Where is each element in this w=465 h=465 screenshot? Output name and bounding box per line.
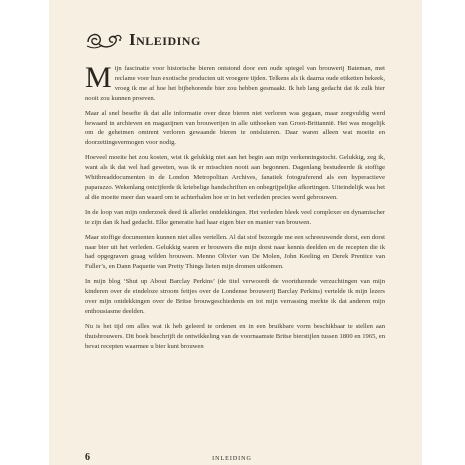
page-footer: [85, 452, 386, 463]
paragraph: Nu is het tijd om alles wat ik heb geleerd te ordenen en in een bruikbare vorm beschikbaar te stellen aan thuisbrouwers. Dit boek beschrijft de ontwikkeling van de voornaamste Britse bierstijlen tussen 1800 en 1965, en bevat recepten waarmee u bier kunt brouwen: [85, 322, 385, 350]
ornamental-flourish-icon: [85, 28, 123, 52]
paragraph: [85, 61, 385, 104]
chapter-heading: [85, 28, 201, 52]
paragraph: In mijn blog ‘Shut up About Barclay Perkins’ (de titel verwoordt de voortdurende verzuchtingen van mijn kinderen over de eindeloze stroom feitjes over de Londense brouwerij Barclay Perkins) vertelde ik mijn lezers over mijn ontdekkingen over de Britse brouwgeschiedenis en tot mijn verrassing merkte ik dat anderen mijn enthousiasme deelden.: [85, 278, 385, 315]
paragraph: Hoeveel moeite het zou kosten, wist ik gelukkig niet aan het begin aan mijn verkenningstocht. Gelukkig, zeg ik, want als ik dat wel had geweten, was ik er misschien nooit aan begonnen. Dagenlang bestudeerde ik stoffige Whitbreaddocumenten in de London Metropolitan Archives, fanatiek fotograferend als een hyperactieve paparazzo. Wekenlang ontcijferde ik kriebelige handschriften en onbegrijpelijke afkortingen. Uiteindelijk was het al die moeite meer dan waard om te achterhalen hoe er in het verleden precies werd gebrouwen.: [85, 154, 385, 201]
body-text: [85, 61, 385, 357]
paragraph: In de loop van mijn onderzoek deed ik allerlei ontdekkingen. Het verleden bleek veel complexer en dynamischer te zijn dan ik had gedacht. Elke generatie had haar eigen bier en manier van brouwen.: [85, 208, 385, 226]
page-number: 6: [85, 452, 90, 463]
drop-cap: M: [85, 61, 112, 94]
book-page: [49, 0, 422, 465]
paragraph-text: ijn fascinatie voor historische bieren ontstond door een oude spiegel van brouwerij Bateman, met reclame voor hun exotische producten uit vroegere tijden. Telkens als ik daarna oude etiketten bekeek, vroeg ik me af hoe het bijbehorende bier zou hebben gesmaakt. Ik heb lang gedacht dat ik zulk bier nooit zou kunnen proeven.: [85, 65, 385, 102]
paragraph: Maar stoffige documenten kunnen niet alles vertellen. Al dat stof bezorgde me een schreeuwende dorst, een dorst naar bier uit het verleden. Gelukkig waren er brouwers die mijn dorst naar kennis deelden en de recepten die ik had opgegraven graag wilden brouwen. Menno Olivier van De Molen, John Keeling en Derek Prentice van Fuller’s, en Dann Paquette van Pretty Things lieten mijn dromen uitkomen.: [85, 233, 385, 271]
page-title: Inleiding: [129, 30, 201, 49]
paragraph: Maar al snel besefte ik dat alle informatie over deze bieren niet verloren was gegaan, maar zorgvuldig werd bewaard in archieven en magazijnen van brouwerijen in alle uithoeken van Groot-Brittannië. Het was mogelijk om de geheimen omtrent verloren gewaande bieren te ontsluieren. Daar waren alleen wat moeite en doorzettingsvermogen voor nodig.: [85, 109, 385, 147]
running-title: INLEIDING: [212, 456, 252, 462]
